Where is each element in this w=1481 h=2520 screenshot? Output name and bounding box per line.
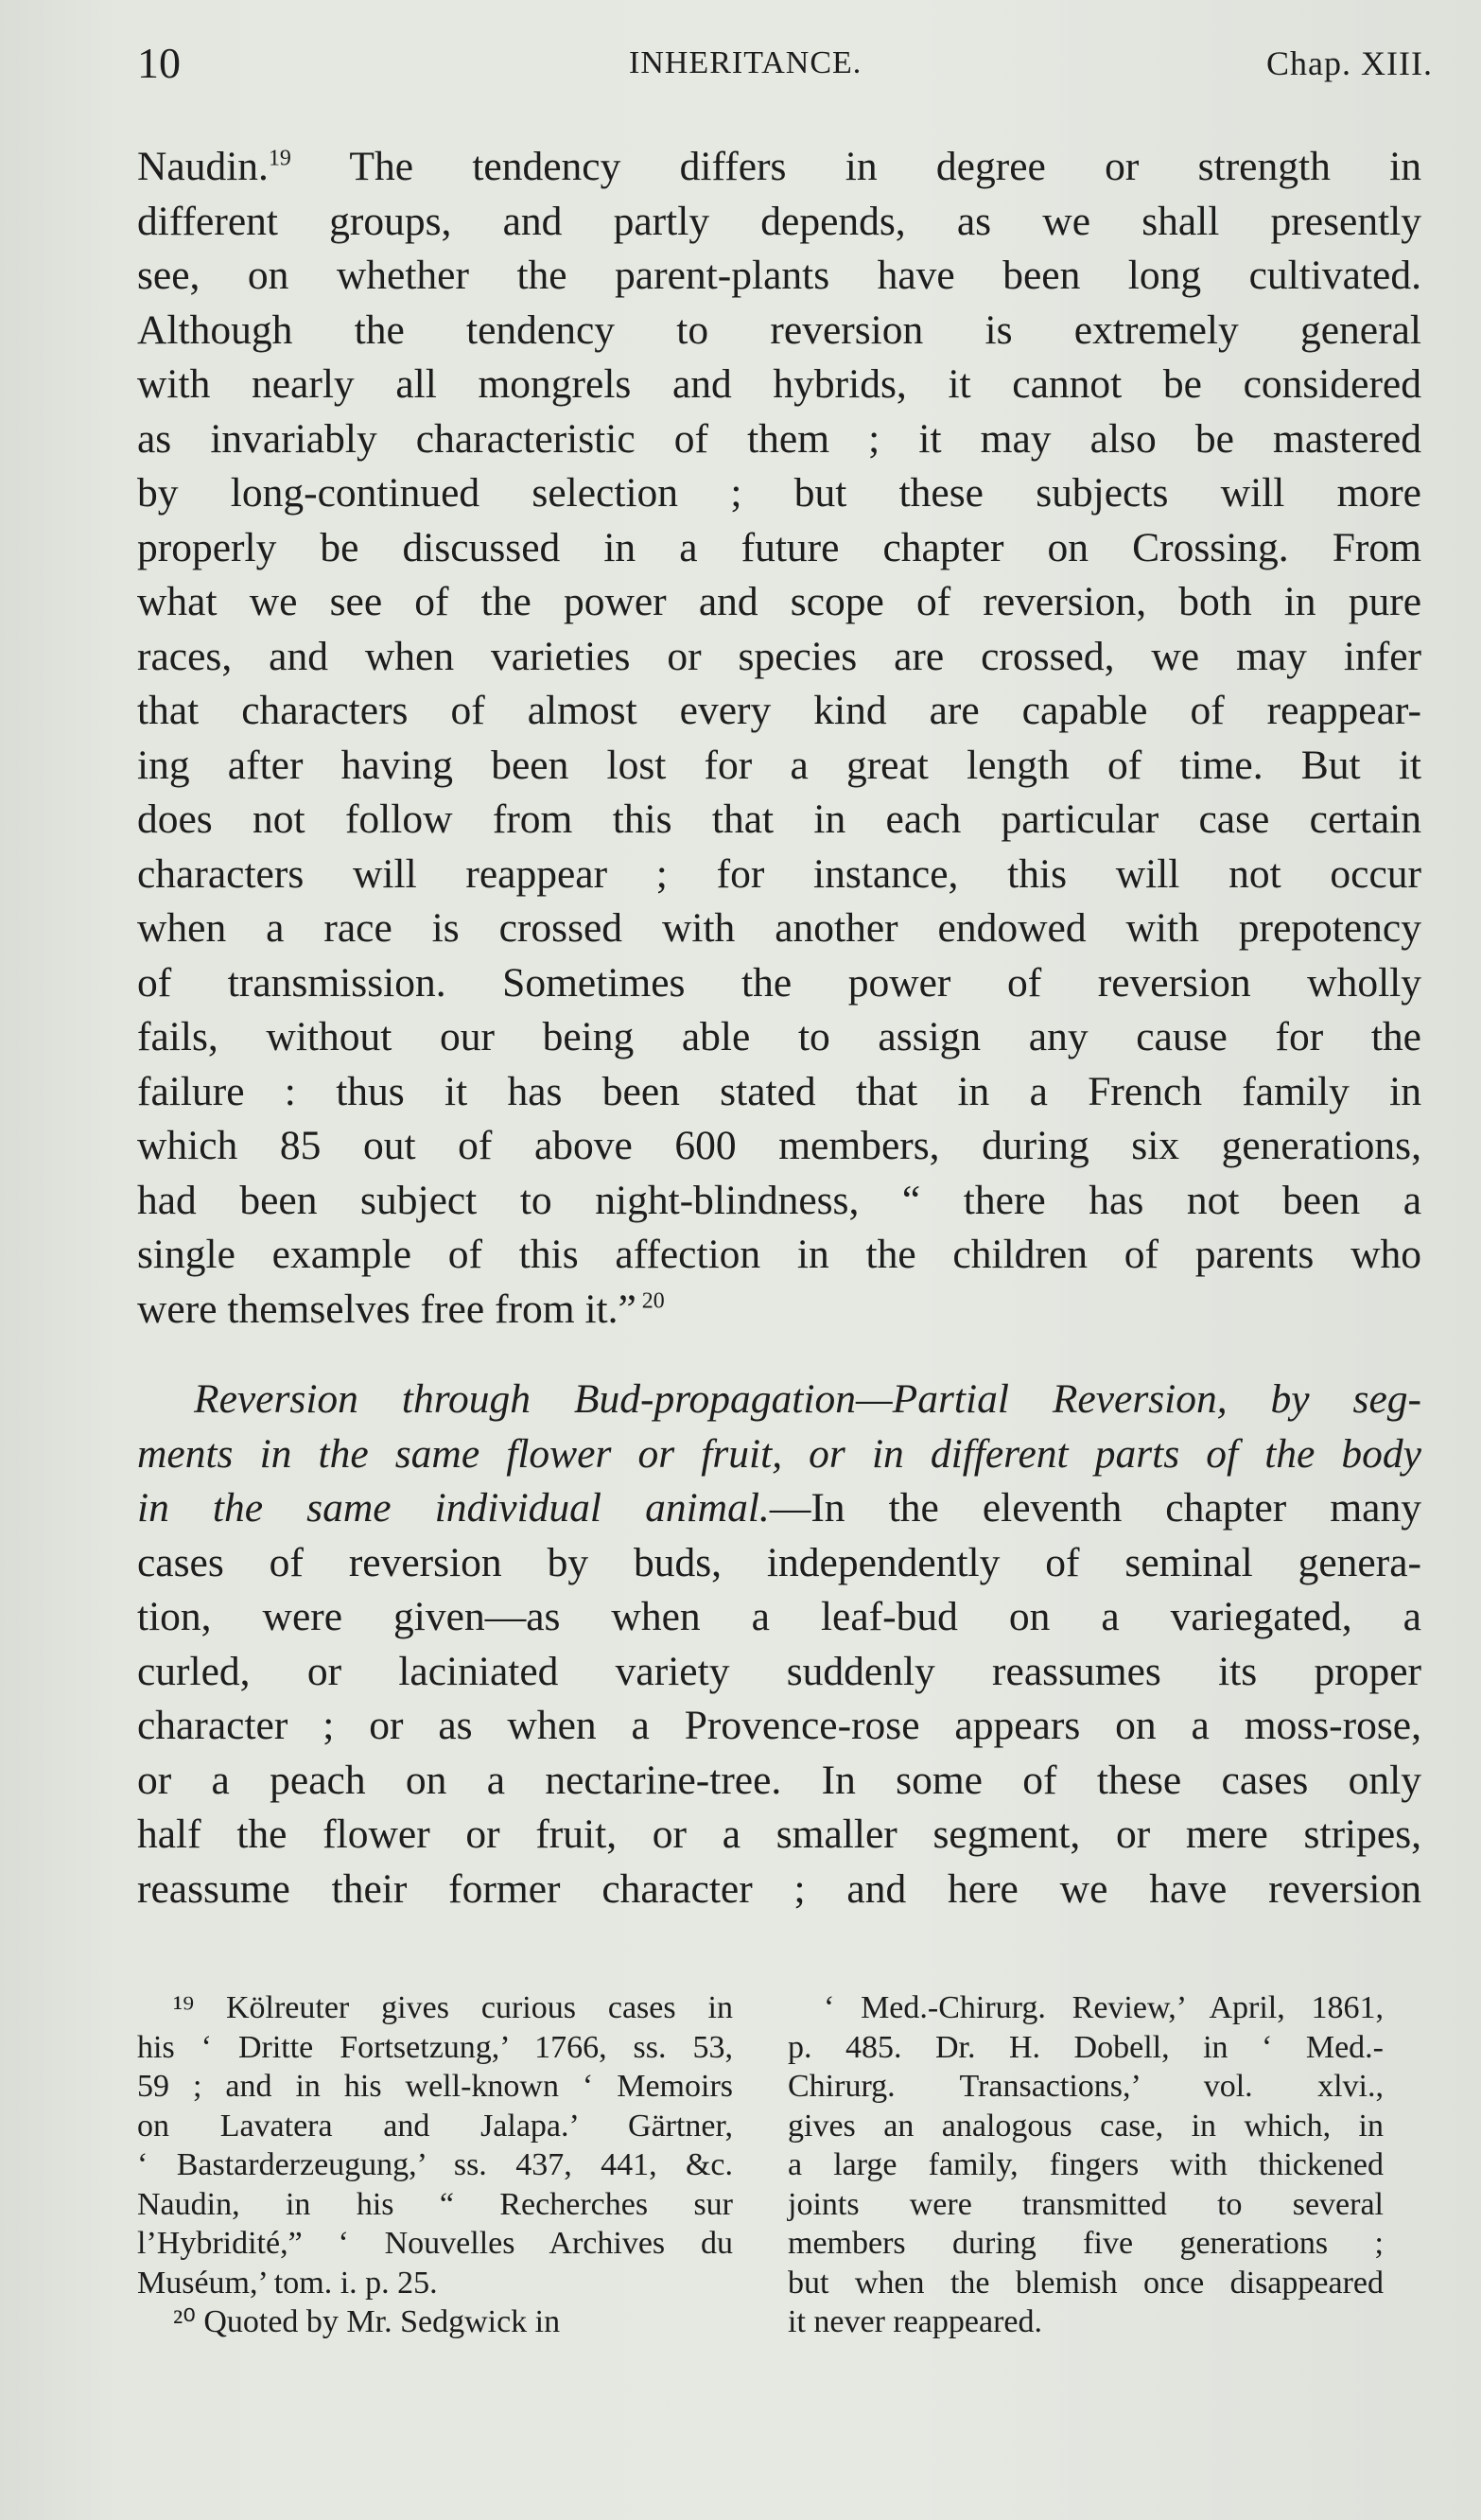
text-line: does not follow from this that in each particular case certain: [137, 796, 1421, 842]
text-line: when a race is crossed with another endowed with prepotency: [137, 905, 1421, 951]
footnote-line: p. 485. Dr. H. Dobell, in ‘ Med.-: [788, 2029, 1384, 2065]
text-line: properly be discussed in a future chapter on Crossing. From: [137, 524, 1421, 570]
text-line: reassume their former character ; and here we have reversion: [137, 1865, 1421, 1912]
text-line: which 85 out of above 600 members, during six generations,: [137, 1123, 1421, 1168]
footnotes-right-column: [788, 1988, 1384, 2342]
text-line: curled, or laciniated variety suddenly reassumes its proper: [137, 1648, 1421, 1694]
footnote-line: Muséum,’ tom. i. p. 25.: [137, 2265, 438, 2301]
text-line: fails, without our being able to assign any cause for the: [137, 1014, 1421, 1059]
footnote-line: but when the blemish once disappeared: [788, 2265, 1384, 2301]
text-line: races, and when varieties or species are crossed, we may infer: [137, 633, 1421, 679]
footnote-line: Naudin, in his “ Recherches sur: [137, 2186, 733, 2222]
section-heading-line: ments in the same flower or fruit, or in different parts of the body: [137, 1430, 1421, 1477]
text-line: half the flower or fruit, or a smaller segment, or mere stripes,: [137, 1811, 1421, 1857]
text-line: that characters of almost every kind are capable of reappear-: [137, 688, 1421, 733]
footnote-line: gives an analogous case, in which, in: [788, 2108, 1384, 2144]
text-line: of transmission. Sometimes the power of reversion wholly: [137, 959, 1421, 1006]
section-heading-italic: in the same individual animal.: [137, 1485, 770, 1531]
section-bud-propagation: [137, 1373, 1421, 1916]
text-line: ing after having been lost for a great length of time. But it: [137, 742, 1421, 788]
text-line: Naudin.$^{19}$ The tendency differs in degree or strength in: [137, 144, 1421, 189]
section-heading-line: [137, 1481, 1421, 1536]
paragraph-gap: [137, 1337, 1421, 1373]
body-text: [137, 140, 1421, 1916]
text-line: by long-continued selection ; but these subjects will more: [137, 470, 1421, 516]
footnote-line: ²⁰ Quoted by Mr. Sedgwick in: [173, 2304, 561, 2339]
footnote-line: ‘ Med.-Chirurg. Review,’ April, 1861,: [824, 1990, 1384, 2025]
footnote-line: 59 ; and in his well-known ‘ Memoirs: [137, 2069, 733, 2104]
text-line: Although the tendency to reversion is extremely general: [137, 306, 1421, 353]
footnote-line: a large family, fingers with thickened: [788, 2147, 1384, 2182]
text-line: characters will reappear ; for instance, this will not occur: [137, 850, 1421, 897]
text-line: as invariably characteristic of them ; it may also be mastered: [137, 415, 1421, 462]
paragraph-reversion-general: [137, 140, 1421, 1337]
text-line: see, on whether the parent-plants have been long cultivated.: [137, 253, 1421, 298]
text-line: had been subject to night-blindness, “ there has not been a: [137, 1177, 1421, 1223]
section-heading-line: Reversion through Bud-propagation—Partial Reversion, by seg-: [194, 1376, 1421, 1422]
footnote-line: it never reappeared.: [788, 2304, 1042, 2339]
footnote-ref: 19: [268, 146, 291, 171]
chapter-label: Chap. XIII.: [1266, 44, 1433, 82]
section-body: [137, 1536, 1421, 1917]
running-head: [137, 38, 1433, 104]
footnote-line: his ‘ Dritte Fortsetzung,’ 1766, ss. 53,: [137, 2029, 733, 2065]
page-number: 10: [137, 39, 181, 87]
text-line: tion, were given—as when a leaf-bud on a variegated, a: [137, 1594, 1421, 1639]
text-line: cases of reversion by buds, independently of seminal genera-: [137, 1539, 1421, 1585]
footnote-line: Chirurg. Transactions,’ vol. xlvi.,: [788, 2069, 1384, 2104]
footnote-line: ‘ Bastarderzeugung,’ ss. 437, 441, &c.: [137, 2147, 733, 2182]
text-line: or a peach on a nectarine-tree. In some of these cases only: [137, 1757, 1421, 1803]
footnote-line: on Lavatera and Jalapa.’ Gärtner,: [137, 2108, 733, 2144]
section-text-start: —In the eleventh chapter many: [769, 1485, 1421, 1531]
text-line: with nearly all mongrels and hybrids, it cannot be considered: [137, 361, 1421, 407]
footnote-ref: 20: [636, 1288, 665, 1313]
footnote-line: l’Hybridité,” ‘ Nouvelles Archives du: [137, 2226, 733, 2261]
text-line: were themselves free from it.” $^{20}$: [137, 1286, 665, 1332]
text-line: single example of this affection in the children of parents who: [137, 1232, 1421, 1277]
text-line: character ; or as when a Provence-rose appears on a moss-rose,: [137, 1703, 1421, 1748]
text-line: different groups, and partly depends, as we shall presently: [137, 198, 1421, 244]
text-line: what we see of the power and scope of reversion, both in pure: [137, 579, 1421, 624]
footnote-line: ¹⁹ Kölreuter gives curious cases in: [173, 1990, 733, 2025]
footnote-line: members during five generations ;: [788, 2226, 1384, 2261]
footnotes-left-column: [137, 1988, 733, 2342]
text-line: failure : thus it has been stated that in a French family in: [137, 1068, 1421, 1114]
footnote-line: joints were transmitted to several: [788, 2186, 1384, 2222]
running-title: INHERITANCE.: [629, 45, 862, 80]
